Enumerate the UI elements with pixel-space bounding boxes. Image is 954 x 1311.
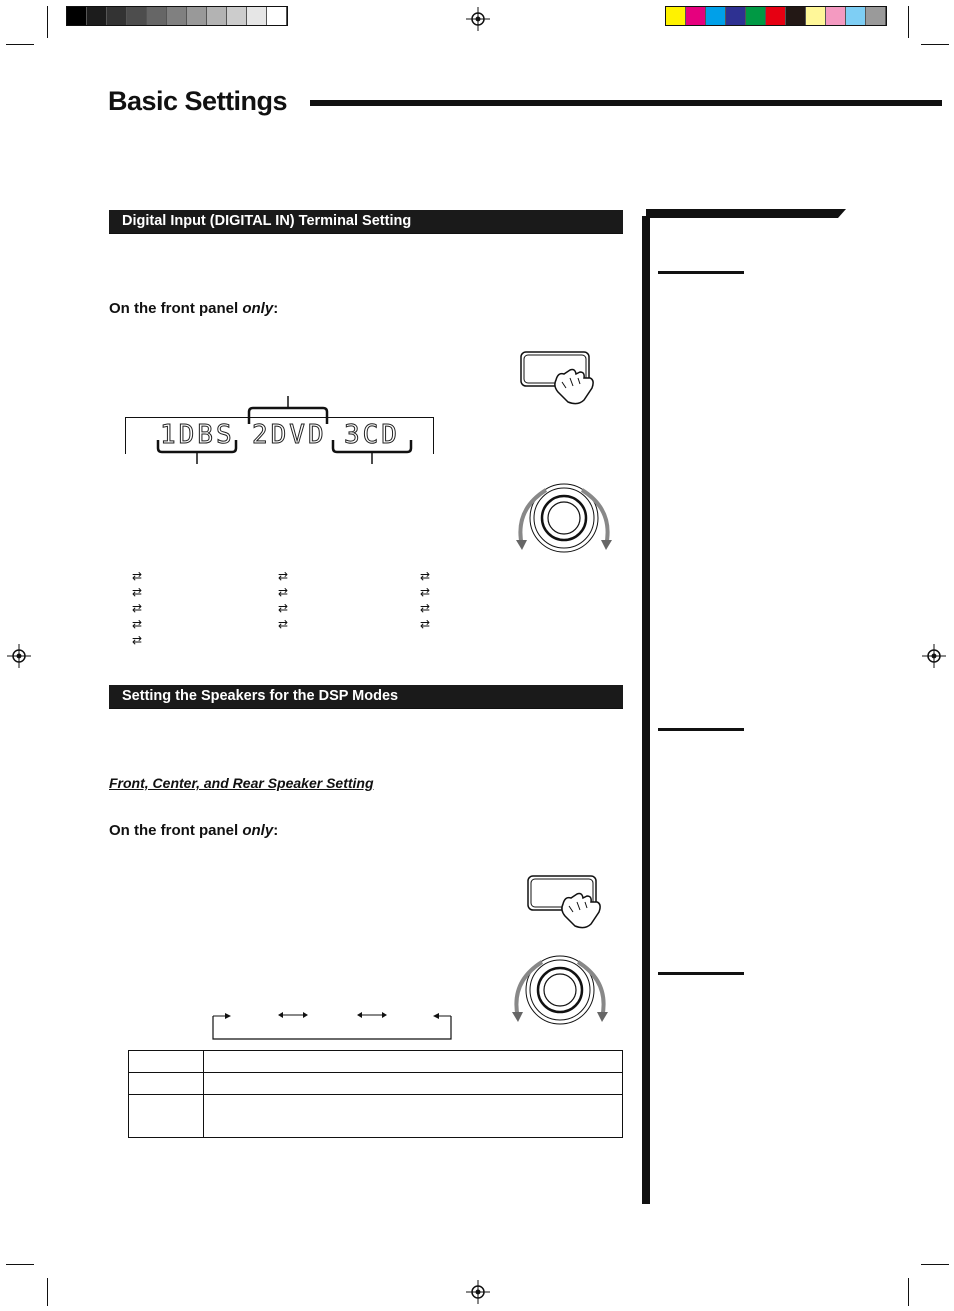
display-segment-dvd: 2DVD — [252, 420, 327, 450]
title-rule — [310, 100, 942, 106]
color-swatch — [846, 7, 866, 25]
color-swatch — [726, 7, 746, 25]
button-press-hand-icon — [518, 348, 602, 410]
table-row — [129, 1051, 623, 1073]
color-swatch — [227, 7, 247, 25]
color-swatch — [167, 7, 187, 25]
crop-mark — [6, 44, 34, 45]
subheading-speaker-setting: Front, Center, and Rear Speaker Setting — [109, 775, 374, 791]
page-title: Basic Settings — [108, 86, 288, 116]
selection-arrow-column: ⇄ ⇄ ⇄ ⇄ — [278, 569, 289, 631]
color-swatch — [686, 7, 706, 25]
display-brackets — [150, 394, 420, 466]
selection-arrow-column: ⇄ ⇄ ⇄ ⇄ ⇄ — [132, 569, 143, 647]
registration-mark-icon — [7, 644, 31, 668]
registration-mark-icon — [922, 644, 946, 668]
registration-mark-icon — [466, 1280, 490, 1304]
color-swatch — [187, 7, 207, 25]
button-press-hand-icon — [525, 872, 609, 934]
front-panel-label: On the front panel only: — [109, 300, 279, 317]
color-swatch — [706, 7, 726, 25]
registration-mark-icon — [466, 7, 490, 31]
sidebar-header-bar — [646, 209, 846, 218]
speaker-cycle-diagram — [205, 1008, 459, 1044]
section-underline — [109, 708, 623, 709]
color-swatch — [67, 7, 87, 25]
multi-jog-dial-icon — [512, 480, 616, 554]
table-cell — [204, 1073, 623, 1095]
table-cell — [204, 1051, 623, 1073]
crop-mark — [921, 44, 949, 45]
color-swatch — [127, 7, 147, 25]
display-segment-cd: 3CD — [344, 420, 400, 450]
color-swatch — [766, 7, 786, 25]
color-swatch — [267, 7, 287, 25]
color-swatch — [666, 7, 686, 25]
multi-jog-dial-icon — [508, 952, 612, 1026]
table-cell — [129, 1073, 204, 1095]
color-swatch — [746, 7, 766, 25]
table-cell — [204, 1095, 623, 1138]
crop-mark — [47, 6, 48, 38]
front-panel-label: On the front panel only: — [109, 822, 279, 839]
color-swatch — [147, 7, 167, 25]
section-heading-digital-input: Digital Input (DIGITAL IN) Terminal Setting — [109, 210, 623, 233]
sidebar-vertical-bar — [642, 216, 650, 1204]
crop-mark — [921, 1264, 949, 1265]
color-swatch — [806, 7, 826, 25]
crop-mark — [908, 1278, 909, 1306]
color-swatch — [207, 7, 227, 25]
selection-arrow-column: ⇄ ⇄ ⇄ ⇄ — [420, 569, 431, 631]
table-cell — [129, 1095, 204, 1138]
color-swatch — [826, 7, 846, 25]
section-underline — [109, 233, 623, 234]
color-swatch — [786, 7, 806, 25]
color-swatch — [247, 7, 267, 25]
section-heading-speakers: Setting the Speakers for the DSP Modes — [109, 685, 623, 708]
crop-mark — [47, 1278, 48, 1306]
color-calibration-bar — [665, 6, 887, 26]
table-cell — [129, 1051, 204, 1073]
speaker-setting-table — [128, 1050, 623, 1138]
color-swatch — [107, 7, 127, 25]
sidebar-rule — [658, 972, 744, 975]
crop-mark — [908, 6, 909, 38]
color-swatch — [87, 7, 107, 25]
display-segment-dbs: 1DBS — [160, 420, 235, 450]
table-row — [129, 1095, 623, 1138]
grayscale-calibration-bar — [66, 6, 288, 26]
sidebar-rule — [658, 271, 744, 274]
table-row — [129, 1073, 623, 1095]
color-swatch — [866, 7, 886, 25]
sidebar-rule — [658, 728, 744, 731]
crop-mark — [6, 1264, 34, 1265]
